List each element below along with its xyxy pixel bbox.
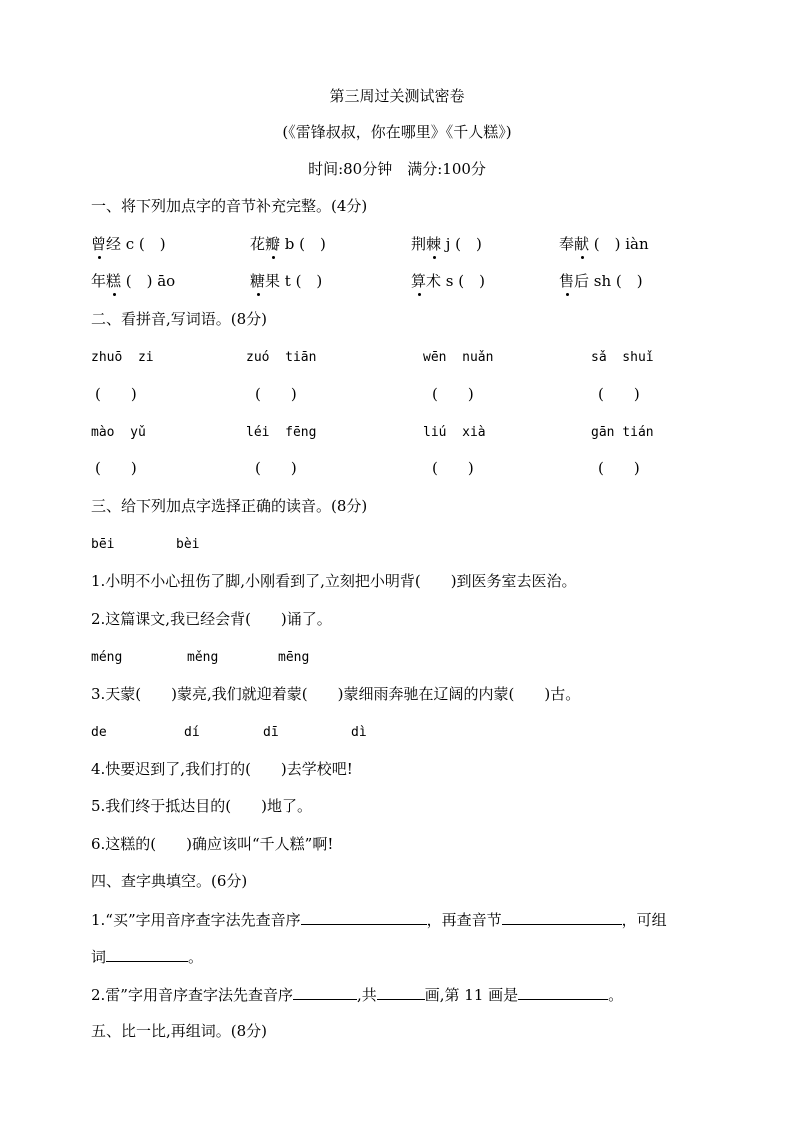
- pinyin-option: měng: [187, 650, 219, 665]
- s1-item: 售后 sh ( ): [559, 272, 643, 290]
- question-5: 5.我们终于抵达目的( )地了。: [91, 797, 313, 815]
- section-2-heading: 二、看拼音,写词语。(8分): [91, 310, 268, 328]
- pinyin-prompt: zuó tiān: [246, 350, 317, 365]
- q1-text: ，可组: [621, 911, 667, 929]
- answer-blank[interactable]: ( ): [255, 385, 297, 403]
- pinyin-option: de: [91, 725, 107, 740]
- s1-item: 年糕 ( ) āo: [91, 272, 176, 290]
- emphasis-dot: [566, 293, 569, 296]
- q1-text: 词: [91, 948, 107, 966]
- question-6: 6.这糕的( )确应该叫“千人糕”啊!: [91, 835, 334, 853]
- answer-blank[interactable]: ( ): [598, 459, 640, 477]
- emphasis-dot: [272, 256, 275, 259]
- pinyin-option: méng: [91, 650, 123, 665]
- dictionary-question-1-cont: [91, 946, 203, 967]
- question-3: 3.天蒙( )蒙亮,我们就迎着蒙( )蒙细雨奔驰在辽阔的内蒙( )古。: [91, 685, 581, 703]
- s1-item: 荆棘 j ( ): [411, 235, 482, 253]
- pinyin-option: dí: [184, 725, 200, 740]
- emphasis-dot: [581, 256, 584, 259]
- answer-blank[interactable]: ( ): [95, 385, 137, 403]
- q2-text: ,共: [356, 986, 377, 1004]
- question-1: 1.小明不小心扭伤了脚,小刚看到了,立刻把小明背( )到医务室去医治。: [91, 572, 577, 590]
- pinyin-prompt: gān tián: [591, 425, 654, 440]
- pinyin-option: dī: [263, 725, 279, 740]
- emphasis-dot: [98, 256, 101, 259]
- answer-blank[interactable]: ( ): [432, 385, 474, 403]
- fill-blank[interactable]: [518, 984, 608, 1000]
- page-title: 第三周过关测试密卷: [329, 87, 465, 105]
- emphasis-dot: [113, 293, 116, 296]
- pinyin-option: dì: [351, 725, 367, 740]
- pinyin-prompt: sǎ shuǐ: [591, 350, 654, 365]
- answer-blank[interactable]: ( ): [95, 459, 137, 477]
- q2-text: 。: [608, 986, 624, 1004]
- s1-item: 算术 s ( ): [411, 272, 485, 290]
- pinyin-prompt: liú xià: [423, 425, 486, 440]
- question-4: 4.快要迟到了,我们打的( )去学校吧!: [91, 760, 353, 778]
- section-5-heading: 五、比一比,再组词。(8分): [91, 1022, 268, 1040]
- section-1-heading: 一、将下列加点字的音节补充完整。(4分): [91, 197, 368, 215]
- pinyin-prompt: mào yǔ: [91, 425, 146, 440]
- fill-blank[interactable]: [106, 946, 188, 962]
- fill-blank[interactable]: [293, 984, 357, 1000]
- exam-meta: 时间:80分钟 满分:100分: [308, 160, 486, 178]
- section-4-heading: 四、查字典填空。(6分): [91, 872, 248, 890]
- pinyin-option: bēi: [91, 537, 115, 552]
- s1-item: 糖果 t ( ): [250, 272, 323, 290]
- section-3-heading: 三、给下列加点字选择正确的读音。(8分): [91, 497, 368, 515]
- dictionary-question-2: [91, 984, 623, 1005]
- fill-blank[interactable]: [377, 984, 425, 1000]
- q1-text: 1.“买”字用音序查字法先查音序: [91, 911, 301, 929]
- answer-blank[interactable]: ( ): [255, 459, 297, 477]
- emphasis-dot: [418, 293, 421, 296]
- fill-blank[interactable]: [301, 909, 427, 925]
- q1-text: ，再查音节: [426, 911, 502, 929]
- answer-blank[interactable]: ( ): [598, 385, 640, 403]
- answer-blank[interactable]: ( ): [432, 459, 474, 477]
- q1-text: 。: [188, 948, 204, 966]
- pinyin-prompt: léi fēng: [246, 425, 317, 440]
- question-2: 2.这篇课文,我已经会背( )诵了。: [91, 610, 332, 628]
- pinyin-prompt: zhuō zi: [91, 350, 154, 365]
- s1-item: 花瓣 b ( ): [250, 235, 326, 253]
- dictionary-question-1: [91, 909, 667, 930]
- q2-text: 2.雷”字用音序查字法先查音序: [91, 986, 293, 1004]
- emphasis-dot: [433, 256, 436, 259]
- page-subtitle: (《雷锋叔叔，你在哪里》《千人糕》): [282, 123, 512, 141]
- s1-item: 奉献 ( ) iàn: [559, 235, 649, 253]
- emphasis-dot: [257, 293, 260, 296]
- fill-blank[interactable]: [502, 909, 622, 925]
- q2-text: 画,第 11 画是: [424, 986, 519, 1004]
- pinyin-option: mēng: [278, 650, 310, 665]
- pinyin-prompt: wēn nuǎn: [423, 350, 494, 365]
- pinyin-option: bèi: [176, 537, 200, 552]
- s1-item: 曾经 c ( ): [91, 235, 166, 253]
